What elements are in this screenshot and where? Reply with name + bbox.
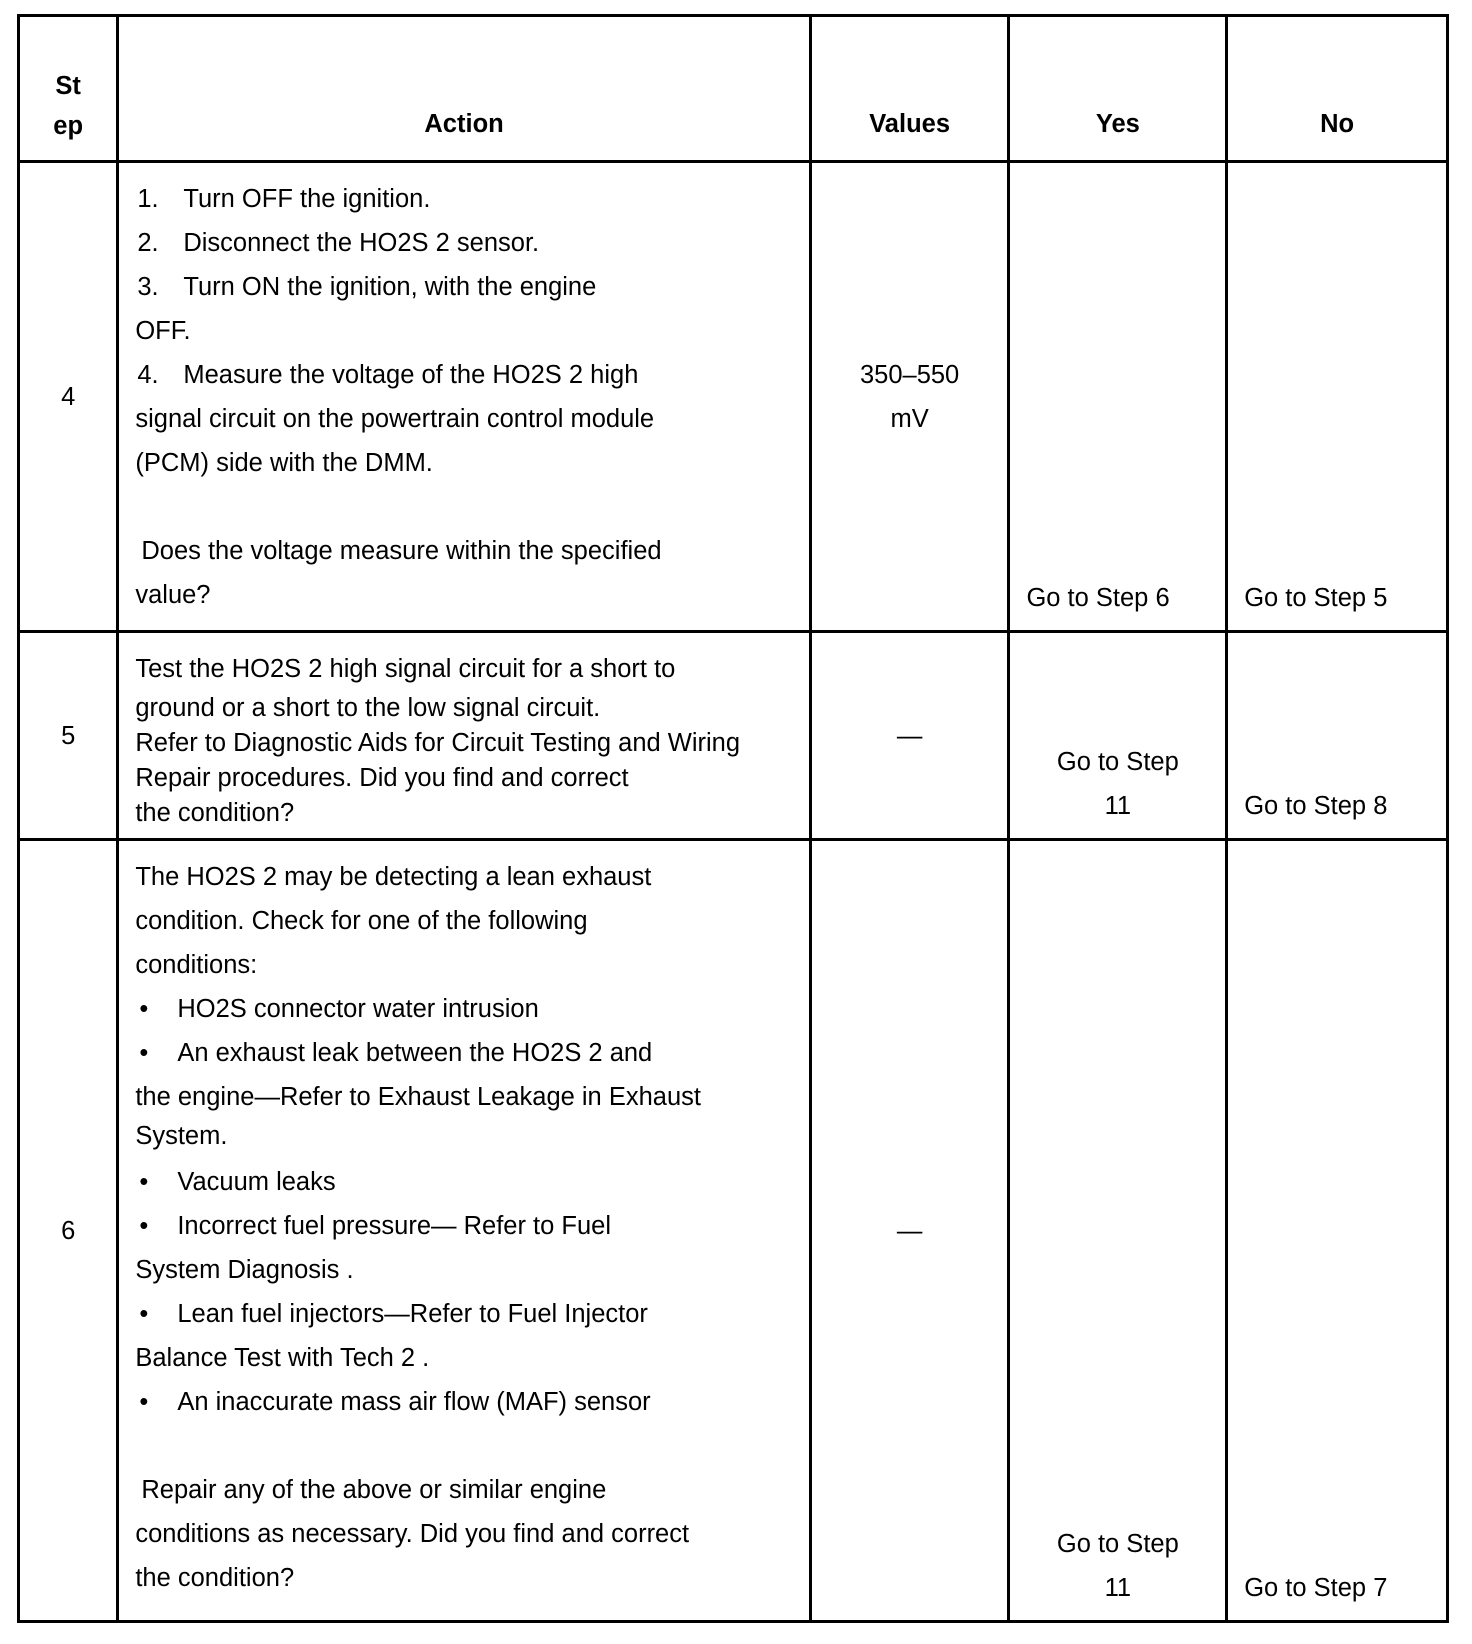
bullet-item	[135, 987, 800, 1031]
no-cell: Go to Step 8	[1227, 632, 1448, 840]
value-unit: mV	[890, 404, 929, 433]
value-range: 350–550	[859, 360, 960, 389]
item-number: 3.	[137, 273, 159, 301]
bullet-continuation: Balance Test with Tech 2 .	[135, 1344, 430, 1372]
step-number: 5	[19, 632, 118, 840]
action-item-continuation: signal circuit on the powertrain control module	[135, 405, 655, 433]
bullet-item	[135, 1292, 800, 1336]
values-cell	[810, 632, 1009, 840]
yes-text: Go to Step	[1056, 748, 1179, 776]
action-cell	[118, 632, 810, 840]
value-dash: —	[896, 1216, 923, 1245]
table-row-step-4	[19, 162, 1448, 632]
yes-cell	[1009, 840, 1227, 1622]
header-values: Values	[810, 16, 1009, 162]
bullet-icon: •	[139, 1212, 149, 1240]
yes-cell	[1009, 632, 1227, 840]
step-number: 6	[19, 840, 118, 1622]
bullet-item	[135, 1380, 800, 1424]
question-text: Does the voltage measure within the specified	[141, 537, 662, 565]
header-step-line2: ep	[53, 112, 84, 140]
table-row-step-5	[19, 632, 1448, 840]
bullet-continuation: System.	[135, 1122, 228, 1150]
diagnostic-table	[17, 14, 1449, 1623]
action-text: the condition?	[135, 799, 295, 827]
item-number: 1.	[137, 185, 159, 213]
bullet-icon: •	[139, 1300, 149, 1328]
bullet-icon: •	[139, 1388, 149, 1416]
item-number: 2.	[137, 229, 159, 257]
yes-step: 11	[1104, 792, 1132, 820]
header-no: No	[1227, 16, 1448, 162]
action-cell	[118, 840, 810, 1622]
value-dash: —	[896, 721, 923, 750]
item-number: 4.	[137, 361, 159, 389]
action-item	[135, 221, 800, 265]
no-cell: Go to Step 7	[1227, 840, 1448, 1622]
action-item	[135, 353, 800, 397]
bullet-continuation: System Diagnosis .	[135, 1256, 354, 1284]
item-text: Measure the voltage of the HO2S 2 high	[183, 361, 639, 389]
header-step	[19, 16, 118, 162]
values-cell	[810, 162, 1009, 632]
header-yes: Yes	[1009, 16, 1227, 162]
question-text: value?	[135, 581, 211, 609]
action-cell	[118, 162, 810, 632]
action-text: Repair procedures. Did you find and correct	[135, 764, 629, 792]
no-cell: Go to Step 5	[1227, 162, 1448, 632]
bullet-text: Vacuum leaks	[177, 1168, 336, 1196]
action-item-continuation: (PCM) side with the DMM.	[135, 449, 433, 477]
header-step-line1: St	[55, 72, 81, 100]
action-text: The HO2S 2 may be detecting a lean exhaust	[135, 863, 652, 891]
bullet-item	[135, 1160, 800, 1204]
bullet-icon: •	[139, 1039, 149, 1067]
action-text: Refer to Diagnostic Aids for Circuit Testing and Wiring	[135, 729, 741, 757]
values-cell	[810, 840, 1009, 1622]
bullet-icon: •	[139, 995, 149, 1023]
action-item-continuation: OFF.	[135, 317, 191, 345]
question-text: the condition?	[135, 1564, 295, 1592]
bullet-item	[135, 1031, 800, 1075]
bullet-continuation: the engine—Refer to Exhaust Leakage in Exhaust	[135, 1083, 701, 1111]
question-text: Repair any of the above or similar engine	[141, 1476, 607, 1504]
action-text: condition. Check for one of the following	[135, 907, 588, 935]
bullet-text: Incorrect fuel pressure— Refer to Fuel	[177, 1212, 612, 1240]
table-row-step-6	[19, 840, 1448, 1622]
action-item	[135, 265, 800, 309]
bullet-item	[135, 1204, 800, 1248]
yes-cell: Go to Step 6	[1009, 162, 1227, 632]
header-row	[19, 16, 1448, 162]
action-item	[135, 177, 800, 221]
item-text: Turn ON the ignition, with the engine	[183, 273, 597, 301]
question-text: conditions as necessary. Did you find and correct	[135, 1520, 690, 1548]
yes-text: Go to Step	[1056, 1530, 1179, 1558]
step-number: 4	[19, 162, 118, 632]
item-text: Turn OFF the ignition.	[183, 185, 431, 213]
bullet-text: An inaccurate mass air flow (MAF) sensor	[177, 1388, 651, 1416]
bullet-text: HO2S connector water intrusion	[177, 995, 539, 1023]
item-text: Disconnect the HO2S 2 sensor.	[183, 229, 540, 257]
bullet-text: Lean fuel injectors—Refer to Fuel Injector	[177, 1300, 648, 1328]
action-text: conditions:	[135, 951, 258, 979]
action-text: ground or a short to the low signal circuit.	[135, 694, 601, 722]
bullet-icon: •	[139, 1168, 149, 1196]
action-text: Test the HO2S 2 high signal circuit for a short to	[135, 655, 676, 683]
yes-step: 11	[1104, 1574, 1132, 1602]
header-action: Action	[118, 16, 810, 162]
bullet-text: An exhaust leak between the HO2S 2 and	[177, 1039, 653, 1067]
